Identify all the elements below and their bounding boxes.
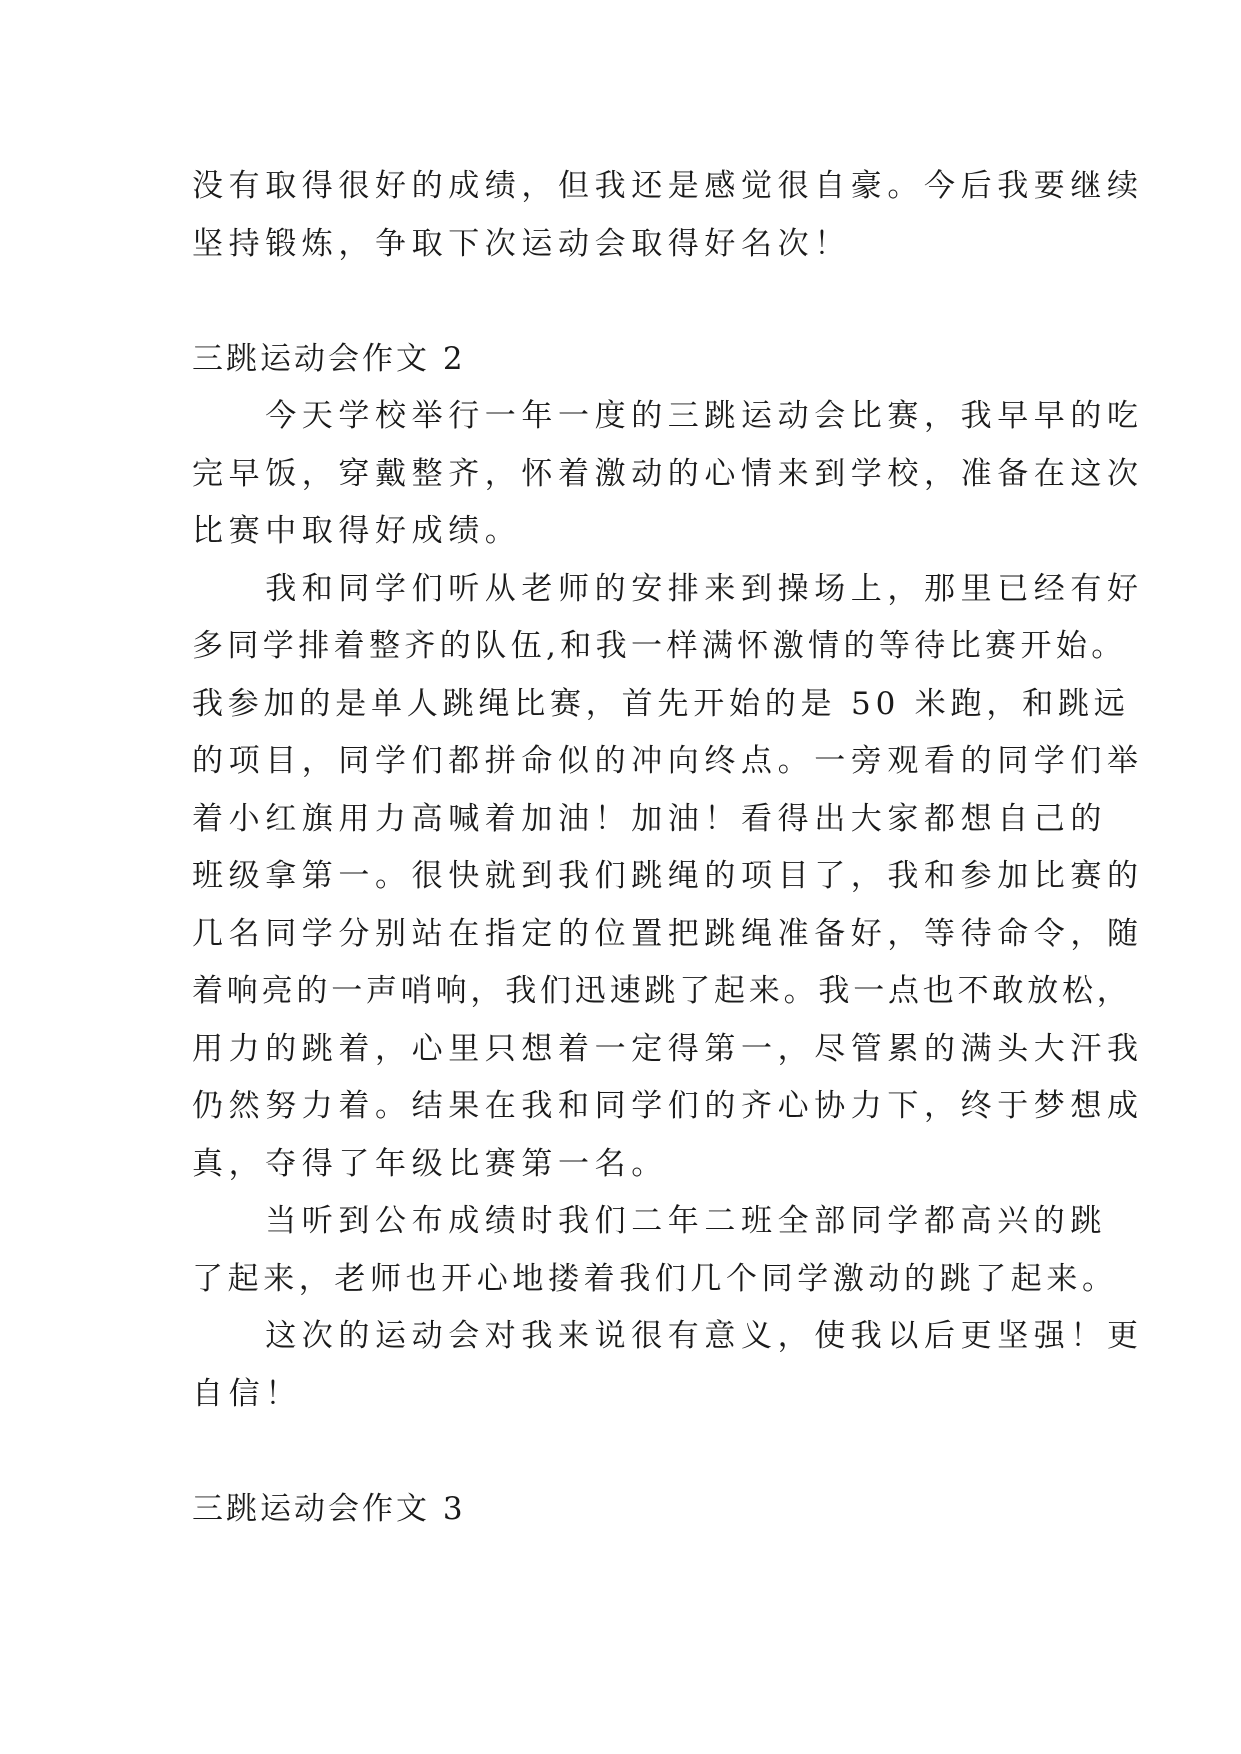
essay-2-p1-line-1: 今天学校举行一年一度的三跳运动会比赛，我早早的吃 [192, 398, 1144, 434]
essay-2-p4-line-1: 这次的运动会对我来说很有意义，使我以后更坚强！更 [192, 1318, 1144, 1354]
essay-2-p3-line-2: 了起来，老师也开心地搂着我们几个同学激动的跳了起来。 [192, 1261, 1118, 1297]
essay-3-title: 三跳运动会作文 3 [192, 1491, 466, 1527]
essay-2-p2-line-3: 我参加的是单人跳绳比赛，首先开始的是 50 米跑，和跳远 [192, 686, 1130, 722]
essay-2-p2-line-6: 班级拿第一。很快就到我们跳绳的项目了，我和参加比赛的 [192, 858, 1144, 894]
essay-2-p3-line-1: 当听到公布成绩时我们二年二班全部同学都高兴的跳 [192, 1203, 1107, 1239]
essay-2-title: 三跳运动会作文 2 [192, 341, 466, 377]
essay-2-p2-line-9: 用力的跳着，心里只想着一定得第一，尽管累的满头大汗我 [192, 1031, 1144, 1067]
essay-2-p1-line-3: 比赛中取得好成绩。 [192, 513, 522, 549]
essay-2-p4-line-2: 自信！ [192, 1376, 302, 1412]
essay-2-p1-line-2: 完早饭，穿戴整齐，怀着激动的心情来到学校，准备在这次 [192, 456, 1144, 492]
essay-2-p2-line-8: 着响亮的一声哨响，我们迅速跳了起来。我一点也不敢放松， [192, 973, 1132, 1009]
essay-2-p2-line-10: 仍然努力着。结果在我和同学们的齐心协力下，终于梦想成 [192, 1088, 1144, 1124]
essay-2-p2-line-1: 我和同学们听从老师的安排来到操场上，那里已经有好 [192, 571, 1144, 607]
essay-2-p2-line-7: 几名同学分别站在指定的位置把跳绳准备好，等待命令，随 [192, 916, 1144, 952]
essay-2-p2-line-11: 真，夺得了年级比赛第一名。 [192, 1146, 668, 1182]
intro-line-1: 没有取得很好的成绩，但我还是感觉很自豪。今后我要继续 [192, 168, 1144, 204]
essay-2-p2-line-4: 的项目，同学们都拼命似的冲向终点。一旁观看的同学们举 [192, 743, 1144, 779]
essay-2-p2-line-5: 着小红旗用力高喊着加油！加油！看得出大家都想自己的 [192, 801, 1107, 837]
intro-line-2: 坚持锻炼，争取下次运动会取得好名次！ [192, 226, 851, 262]
essay-2-p2-line-2: 多同学排着整齐的队伍,和我一样满怀激情的等待比赛开始。 [192, 628, 1127, 664]
